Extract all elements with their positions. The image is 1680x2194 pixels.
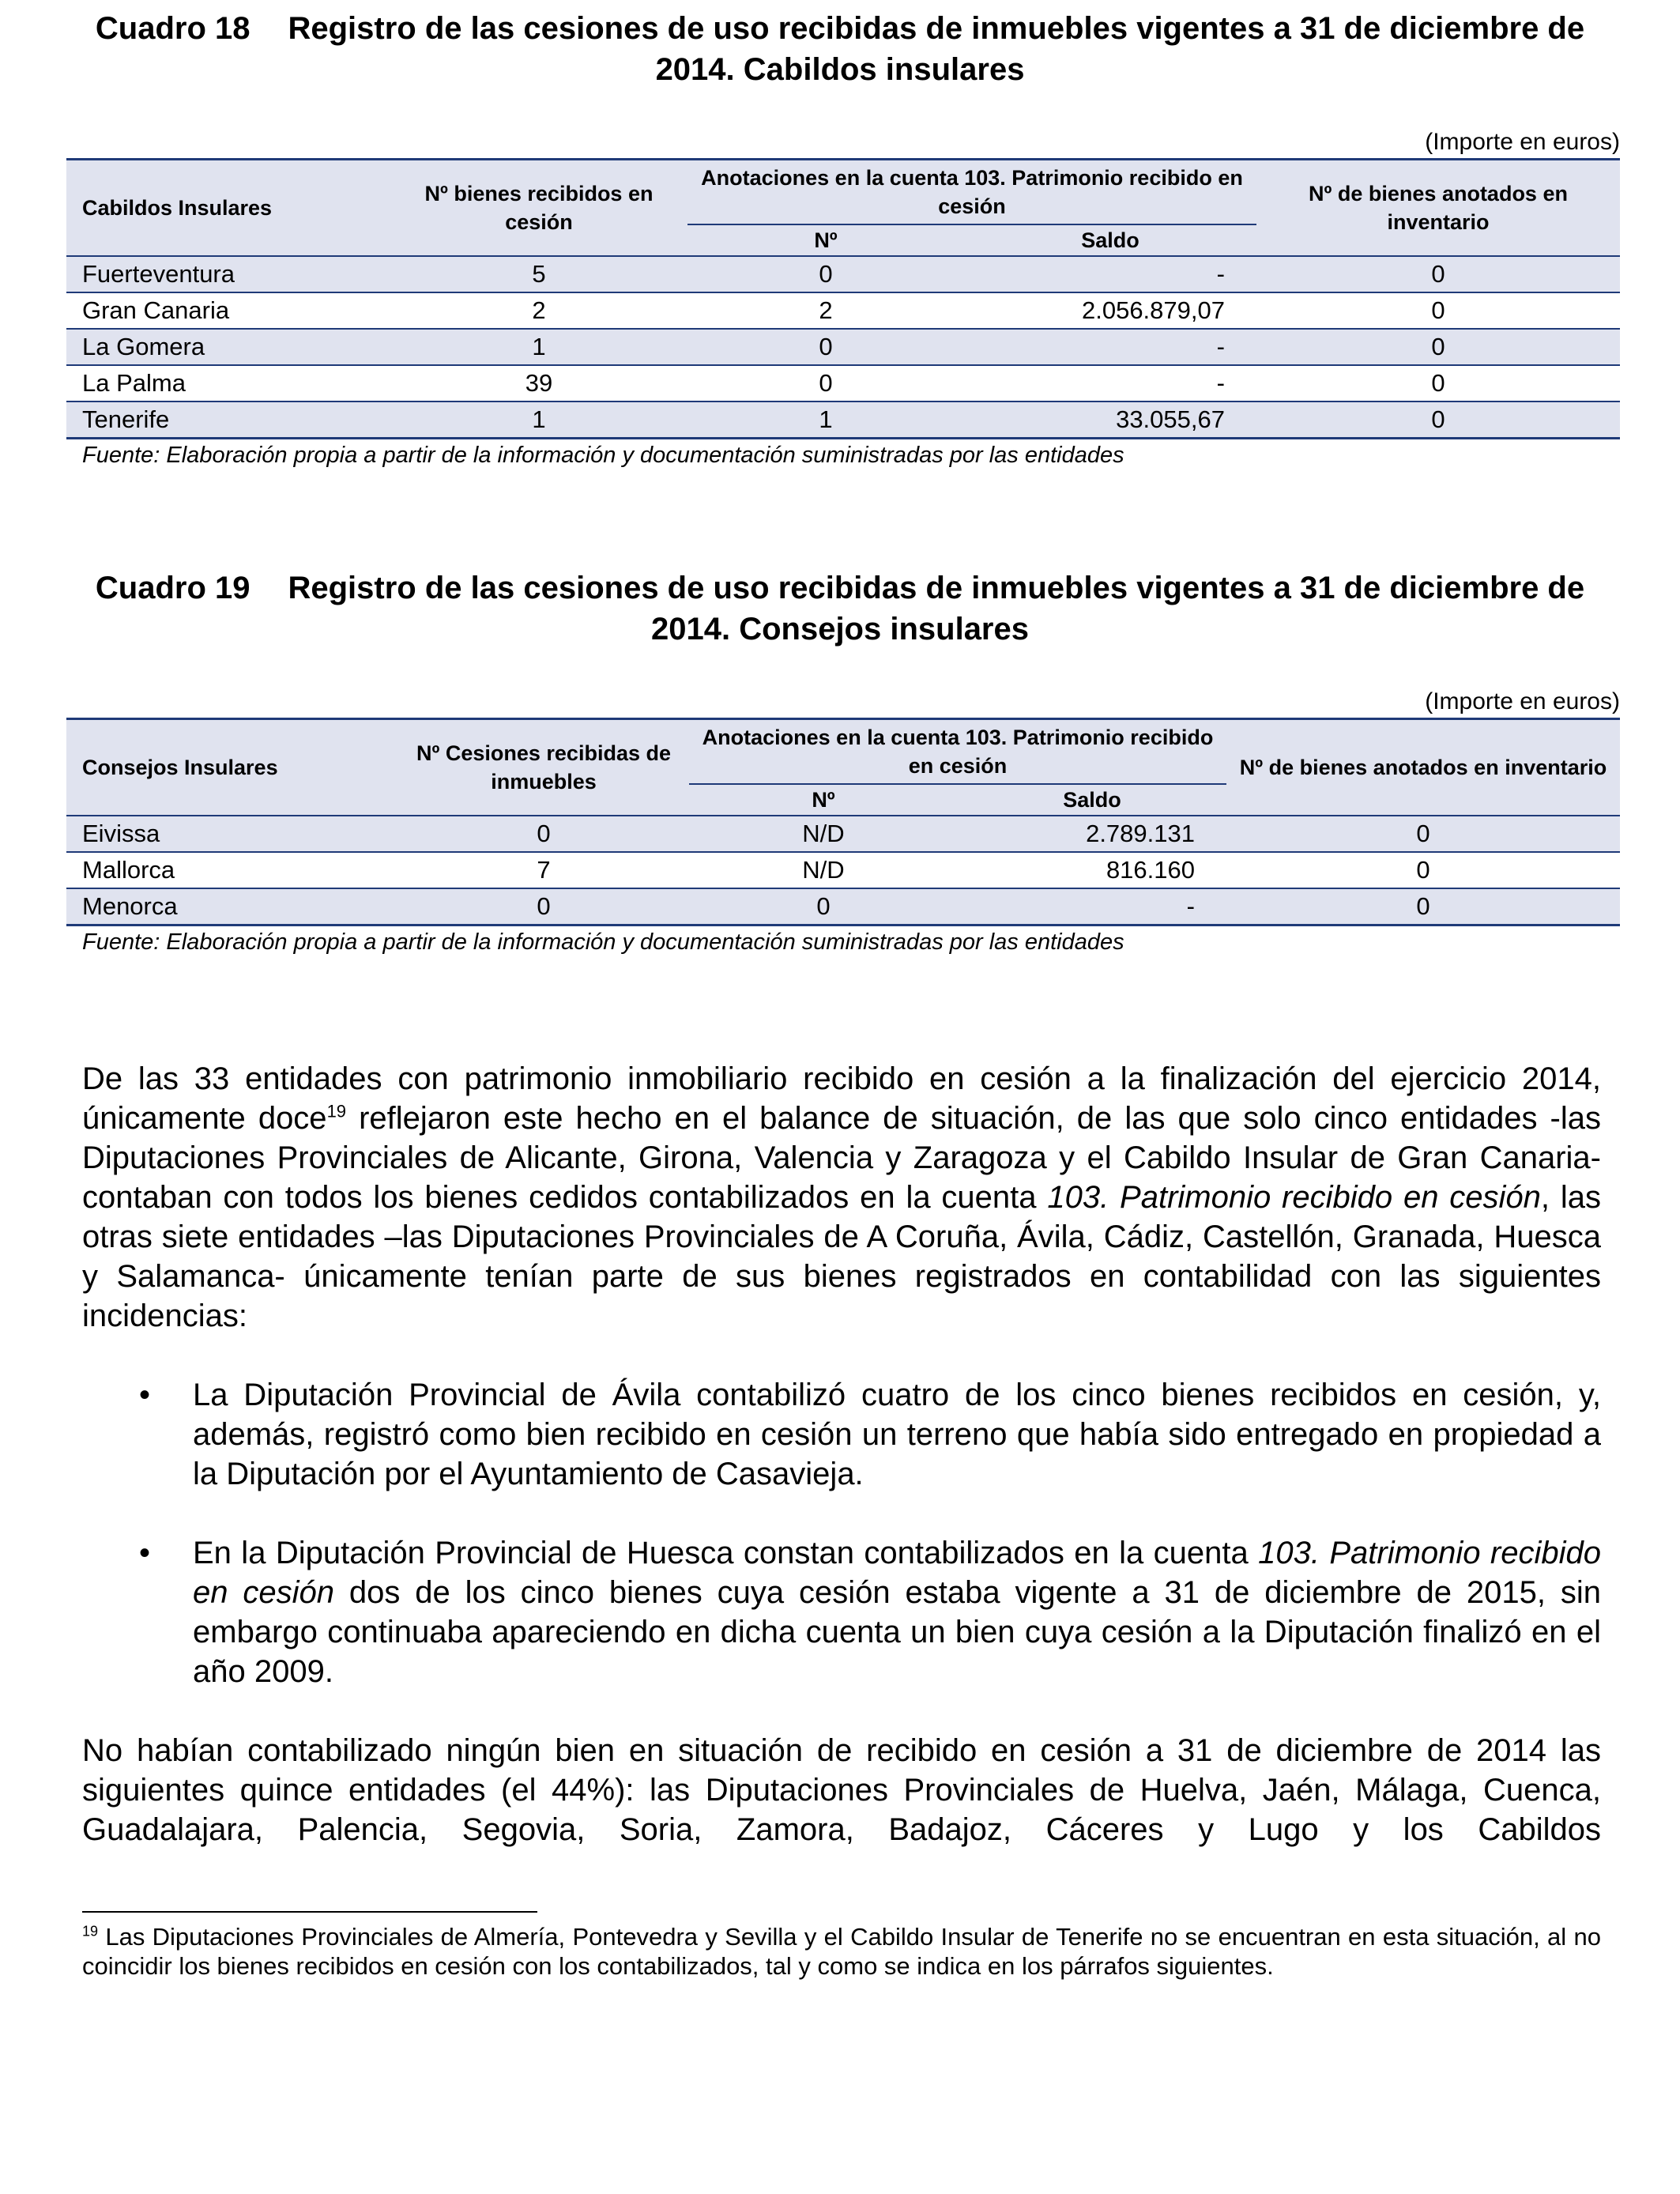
table-cell-saldo: - [964,365,1256,401]
table-cell-num: 0 [687,329,964,365]
paragraph-1-part-a: De las 33 entidades con patrimonio inmobiliario recibido en cesión a la finalización del ejercicio 2014, únicamente doce [82,1061,1601,1136]
table-cell-saldo: 2.789.131 [958,816,1226,852]
table-row [66,816,1620,852]
table-cell-inventory: 0 [1226,888,1620,925]
table-cell-saldo: 816.160 [958,852,1226,888]
bullet-2-part-b: dos de los cinco bienes cuya cesión estaba vigente a 31 de diciembre de 2015, sin embargo continuaba apareciendo en dicha cuenta un bien cuya cesión a la Diputación finalizó en el año 2009. [193,1575,1601,1689]
footnote-text: Las Diputaciones Provinciales de Almería, Pontevedra y Sevilla y el Cabildo Insular de Tenerife no se encuentran en esta situación, al no coincidir los bienes recibidos en cesión con los contabilizados, tal y como se indica en los párrafos siguientes. [82,1923,1601,1980]
list-item [82,1533,1601,1691]
table-cell-saldo: 33.055,67 [964,401,1256,439]
footnote-reference: 19 [326,1101,347,1122]
table-row [66,365,1620,401]
table19-header-received: Nº Cesiones recibidas de inmuebles [398,719,689,816]
paragraph-1-part-b: reflejaron este hecho en el balance de situación, de las que solo cinco entidades -las Diputaciones Provinciales de Alicante, Girona, Valencia y Zaragoza y el Cabildo Insular de Gran Canaria- contaban con todos los bienes cedidos contabilizados en la cuenta [82,1101,1601,1215]
paragraph-2: No habían contabilizado ningún bien en situación de recibido en cesión a 31 de diciembre de 2014 las siguientes quince entidades (el 44%): las Diputaciones Provinciales de Huelva, Jaén, Málaga, Cuenca, Guadalajara, Palencia, Segovia, Soria, Zamora, Badajoz, Cáceres y Lugo y los Cabildos [82,1733,1601,1847]
table18-header-num: Nº [687,224,964,256]
table-cell-inventory: 0 [1226,852,1620,888]
table-cell-name: Menorca [66,888,398,925]
table-cell-received: 5 [390,256,687,292]
table-cell-received: 39 [390,365,687,401]
table18-header-annotations: Anotaciones en la cuenta 103. Patrimonio recibido en cesión [687,160,1256,224]
table19-header-entity: Consejos Insulares [66,719,398,816]
table19-header-saldo: Saldo [958,784,1226,816]
table-row [66,256,1620,292]
table18-source: Fuente: Elaboración propia a partir de la información y documentación suministradas por las entidades [82,442,1124,468]
table-cell-num: N/D [689,852,958,888]
table18-header-saldo: Saldo [964,224,1256,256]
bullet-2-italic: 103. Patrimonio recibido en cesión [193,1536,1601,1610]
table-cell-num: 0 [687,365,964,401]
table-cell-inventory: 0 [1256,365,1620,401]
paragraph-1-italic: 103. Patrimonio recibido en cesión [1047,1180,1541,1215]
table-cell-received: 1 [390,329,687,365]
table19-source: Fuente: Elaboración propia a partir de la información y documentación suministradas por las entidades [82,929,1124,955]
table19-header-annotations: Anotaciones en la cuenta 103. Patrimonio recibido en cesión [689,719,1226,784]
table-cell-num: 0 [689,888,958,925]
table-cell-inventory: 0 [1256,329,1620,365]
table-cell-inventory: 0 [1226,816,1620,852]
table-cell-saldo: 2.056.879,07 [964,292,1256,329]
table19 [66,718,1620,926]
table18-header-entity: Cabildos Insulares [66,160,390,256]
table-cell-name: Mallorca [66,852,398,888]
footnote [82,1922,1601,1981]
table-cell-name: Fuerteventura [66,256,390,292]
table-cell-inventory: 0 [1256,292,1620,329]
table18-caption [79,8,1601,90]
table-row [66,329,1620,365]
paragraph-1-part-c: , las otras siete entidades –las Diputaciones Provinciales de A Coruña, Ávila, Cádiz, Castellón, Granada, Huesca y Salamanca- únicamente tenían parte de sus bienes registrados en contabilidad con las siguientes incidencias: [82,1180,1601,1333]
table-cell-received: 2 [390,292,687,329]
table18-block [66,126,1620,471]
table-row [66,292,1620,329]
table-cell-num: N/D [689,816,958,852]
table-cell-name: Eivissa [66,816,398,852]
table18-header-received: Nº bienes recibidos en cesión [390,160,687,256]
table-cell-saldo: - [964,329,1256,365]
table19-header-num: Nº [689,784,958,816]
table18-caption-title: Registro de las cesiones de uso recibidas de inmuebles vigentes a 31 de diciembre de 2014. Cabildos insulares [288,11,1585,87]
table19-units: (Importe en euros) [1425,688,1620,714]
table-cell-received: 7 [398,852,689,888]
bullet-list [82,1375,1601,1691]
table-cell-saldo: - [958,888,1226,925]
table-cell-name: Gran Canaria [66,292,390,329]
paragraph-1 [82,1059,1601,1336]
table19-caption-number: Cuadro 19 [95,571,250,605]
table-cell-name: La Palma [66,365,390,401]
table19-header-inventory: Nº de bienes anotados en inventario [1226,719,1620,816]
table-cell-received: 1 [390,401,687,439]
table-row [66,888,1620,925]
table18-header-inventory: Nº de bienes anotados en inventario [1256,160,1620,256]
table-cell-inventory: 0 [1256,401,1620,439]
table-cell-name: La Gomera [66,329,390,365]
list-item [82,1375,1601,1494]
table18-caption-number: Cuadro 18 [95,11,250,46]
table-cell-saldo: - [964,256,1256,292]
table-cell-num: 1 [687,401,964,439]
table18 [66,158,1620,439]
table19-caption [79,567,1601,650]
table-row [66,852,1620,888]
table-cell-name: Tenerife [66,401,390,439]
footnote-separator [82,1911,537,1913]
bullet-2-part-a: En la Diputación Provincial de Huesca constan contabilizados en la cuenta [193,1536,1259,1570]
table-cell-num: 0 [687,256,964,292]
bullet-marker: • [139,1378,151,1412]
table-cell-received: 0 [398,888,689,925]
footnote-number: 19 [82,1923,99,1940]
bullet-1-text: La Diputación Provincial de Ávila contabilizó cuatro de los cinco bienes recibidos en cesión, y, además, registró como bien recibido en cesión un terreno que había sido entregado en propiedad a la Diputación por el Ayuntamiento de Casavieja. [193,1378,1601,1491]
table19-caption-title: Registro de las cesiones de uso recibidas de inmuebles vigentes a 31 de diciembre de 2014. Consejos insulares [288,571,1585,647]
bullet-marker: • [139,1536,151,1570]
table18-units: (Importe en euros) [1425,129,1620,155]
table19-block [66,686,1620,958]
table-cell-num: 2 [687,292,964,329]
table-cell-inventory: 0 [1256,256,1620,292]
table-cell-received: 0 [398,816,689,852]
table-row [66,401,1620,439]
body-text [82,1059,1601,1849]
